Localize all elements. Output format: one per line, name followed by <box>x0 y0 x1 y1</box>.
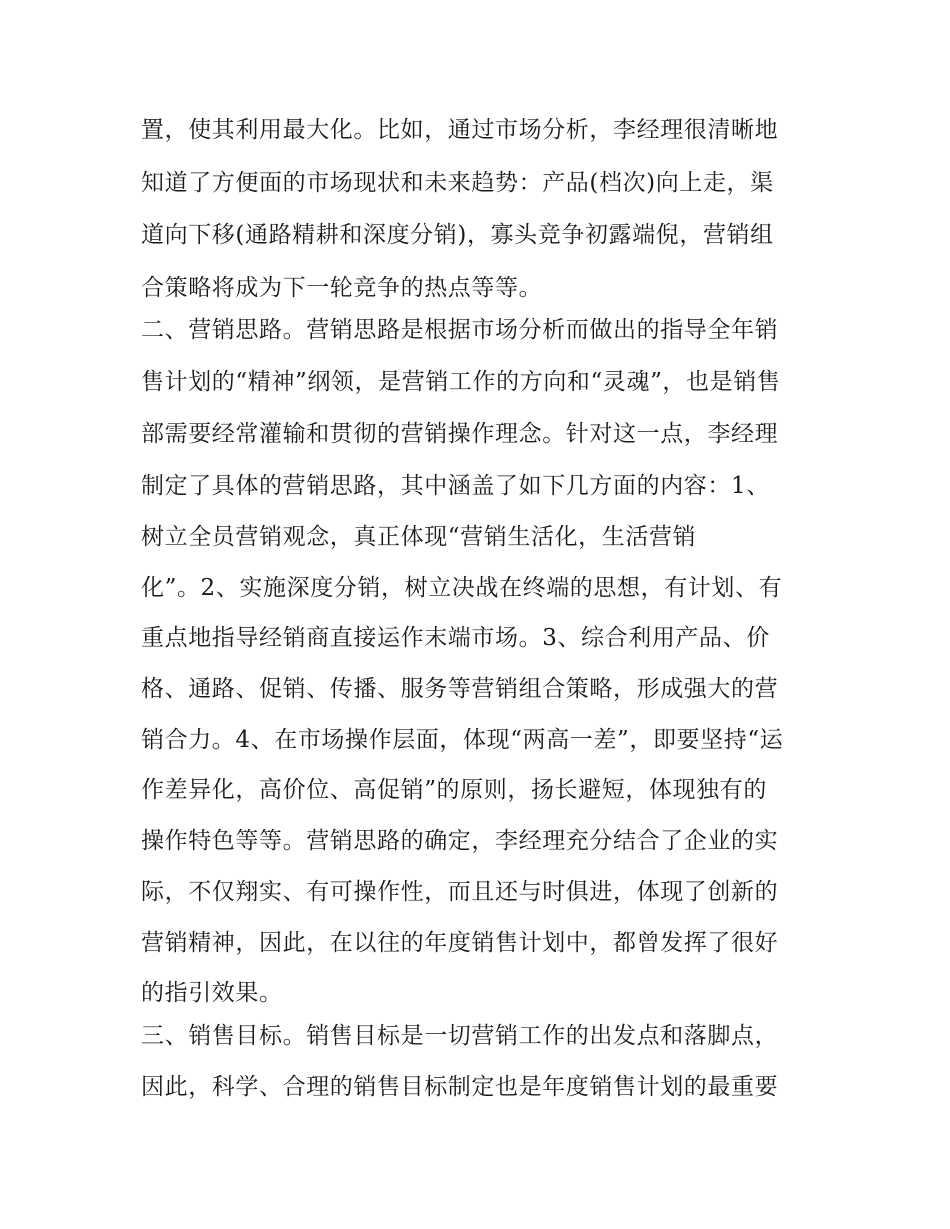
text-line: 三、销售目标。销售目标是一切营销工作的出发点和落脚点， <box>141 1023 779 1049</box>
text-line: 际，不仅翔实、有可操作性，而且还与时俱进，体现了创新的 <box>141 879 779 905</box>
text-line: 二、营销思路。营销思路是根据市场分析而做出的指导全年销 <box>141 317 779 343</box>
text-line: 格、通路、促销、传播、服务等营销组合策略，形成强大的营 <box>141 676 779 702</box>
text-line: 树立全员营销观念，真正体现“营销生活化，生活营销 <box>141 524 697 550</box>
text-line: 的指引效果。 <box>141 980 283 1006</box>
text-line: 营销精神，因此，在以往的年度销售计划中，都曾发挥了很好 <box>141 930 779 956</box>
text-line: 化”。2、实施深度分销，树立决战在终端的思想，有计划、有 <box>141 575 783 601</box>
text-line: 作差异化，高价位、高促销”的原则，扬长避短，体现独有的 <box>141 777 767 803</box>
text-line: 道向下移(通路精耕和深度分销)，寡头竞争初露端倪，营销组 <box>141 222 774 248</box>
text-line: 售计划的“精神”纲领，是营销工作的方向和“灵魂”，也是销售 <box>141 369 781 395</box>
text-line: 知道了方便面的市场现状和未来趋势：产品(档次)向上走，渠 <box>141 170 774 196</box>
text-line: 制定了具体的营销思路，其中涵盖了如下几方面的内容：1、 <box>141 473 770 499</box>
text-line: 置，使其利用最大化。比如，通过市场分析，李经理很清晰地 <box>141 117 779 143</box>
text-line: 合策略将成为下一轮竞争的热点等等。 <box>141 275 543 301</box>
text-line: 操作特色等等。营销思路的确定，李经理充分结合了企业的实 <box>141 828 779 854</box>
text-line: 重点地指导经销商直接运作末端市场。3、综合利用产品、价 <box>141 625 770 651</box>
text-line: 部需要经常灌输和贯彻的营销操作理念。针对这一点，李经理 <box>141 421 779 447</box>
text-line: 销合力。4、在市场操作层面，体现“两高一差”，即要坚持“运 <box>141 727 784 753</box>
text-line: 因此，科学、合理的销售目标制定也是年度销售计划的最重要 <box>141 1074 779 1100</box>
